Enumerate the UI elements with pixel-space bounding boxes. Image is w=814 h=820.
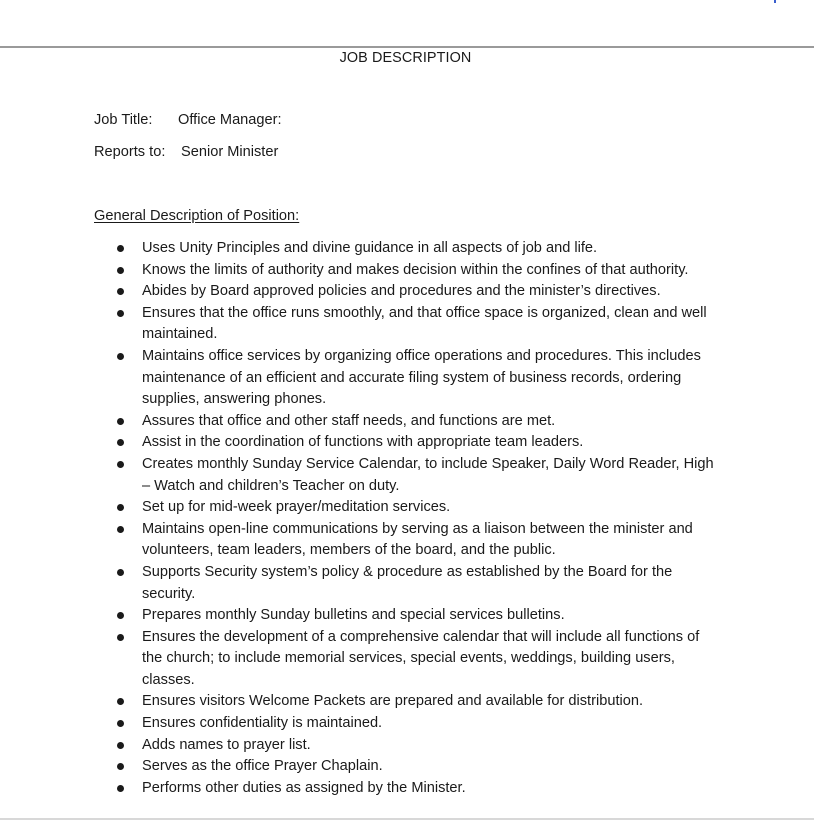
list-item: [0, 756, 814, 778]
document-page: [0, 48, 814, 818]
bullet-icon: [117, 288, 124, 295]
list-item: [0, 562, 814, 605]
list-item: [0, 627, 814, 692]
list-item-text: Assist in the coordination of functions with appropriate team leaders.: [142, 434, 584, 451]
job-title-row: [94, 112, 282, 128]
list-item: [0, 778, 814, 800]
bullet-icon: [117, 634, 124, 641]
list-item-text: Maintains office services by organizing office operations and procedures. This includes maintenance of an efficient and accurate filing system of business records, ordering supplies, answering phones.: [142, 347, 701, 408]
list-item-text: Maintains open-line communications by serving as a liaison between the minister and volunteers, team leaders, members of the board, and the public.: [142, 520, 693, 559]
bullet-icon: [117, 245, 124, 252]
list-item-text: Uses Unity Principles and divine guidance in all aspects of job and life.: [142, 240, 598, 256]
bullet-icon: [117, 310, 124, 317]
list-item-text: Serves as the office Prayer Chaplain.: [142, 758, 383, 775]
list-item-text: Prepares monthly Sunday bulletins and special services bulletins.: [142, 607, 565, 624]
bullet-icon: [117, 720, 124, 727]
list-item: [0, 691, 814, 713]
list-item-text: Knows the limits of authority and makes decision within the confines of that authority.: [142, 261, 689, 278]
list-item-text: Assures that office and other staff needs, and functions are met.: [142, 412, 556, 429]
bullet-icon: [117, 526, 124, 533]
list-item: [0, 735, 814, 757]
bullet-icon: [117, 569, 124, 576]
bullet-icon: [117, 461, 124, 468]
list-item: [0, 519, 814, 562]
list-item-text: Adds names to prayer list.: [142, 736, 311, 753]
list-item-text: Abides by Board approved policies and procedures and the minister’s directives.: [142, 283, 661, 300]
bullet-icon: [117, 612, 124, 619]
list-item-text: Ensures visitors Welcome Packets are prepared and available for distribution.: [142, 693, 644, 710]
section-heading: General Description of Position:: [94, 208, 300, 224]
reports-to-value: Senior Minister: [181, 144, 279, 160]
list-item-text: Performs other duties as assigned by the Minister.: [142, 779, 466, 796]
bullet-icon: [117, 698, 124, 705]
duties-list: [0, 238, 814, 799]
list-item: [0, 303, 814, 346]
job-title-label: Job Title:: [94, 112, 153, 128]
list-item-text: Ensures confidentiality is maintained.: [142, 715, 383, 732]
list-item: [0, 713, 814, 735]
list-item: [0, 346, 814, 411]
bullet-icon: [117, 763, 124, 770]
list-item: [0, 281, 814, 303]
list-item-text: Set up for mid-week prayer/meditation services.: [142, 499, 451, 516]
bullet-icon: [117, 267, 124, 274]
list-item: [0, 454, 814, 497]
job-title-value: Office Manager:: [178, 112, 282, 128]
list-item: [0, 497, 814, 519]
list-item-text: Supports Security system’s policy & procedure as established by the Board for the security.: [142, 563, 673, 602]
list-item-text: Ensures the development of a comprehensive calendar that will include all functions of the church; to include memorial services, special events, weddings, building users, classes.: [142, 628, 700, 688]
bullet-icon: [117, 439, 124, 446]
document-heading: JOB DESCRIPTION: [339, 50, 472, 66]
bullet-icon: [117, 418, 124, 425]
bullet-icon: [117, 353, 124, 360]
bullet-icon: [117, 504, 124, 511]
reports-to-label: Reports to:: [94, 144, 166, 160]
list-item: [0, 605, 814, 627]
page-mark: [774, 0, 776, 3]
previous-page-area: [0, 0, 814, 46]
list-item: [0, 238, 814, 260]
list-item: [0, 411, 814, 433]
bullet-icon: [117, 785, 124, 792]
reports-to-row: [94, 144, 278, 160]
list-item-text: Creates monthly Sunday Service Calendar, to include Speaker, Daily Word Reader, High – Watch and children’s Teacher on duty.: [142, 455, 714, 494]
list-item: [0, 432, 814, 454]
list-item: [0, 260, 814, 282]
list-item-text: Ensures that the office runs smoothly, and that office space is organized, clean and well maintained.: [142, 304, 707, 343]
bullet-icon: [117, 742, 124, 749]
